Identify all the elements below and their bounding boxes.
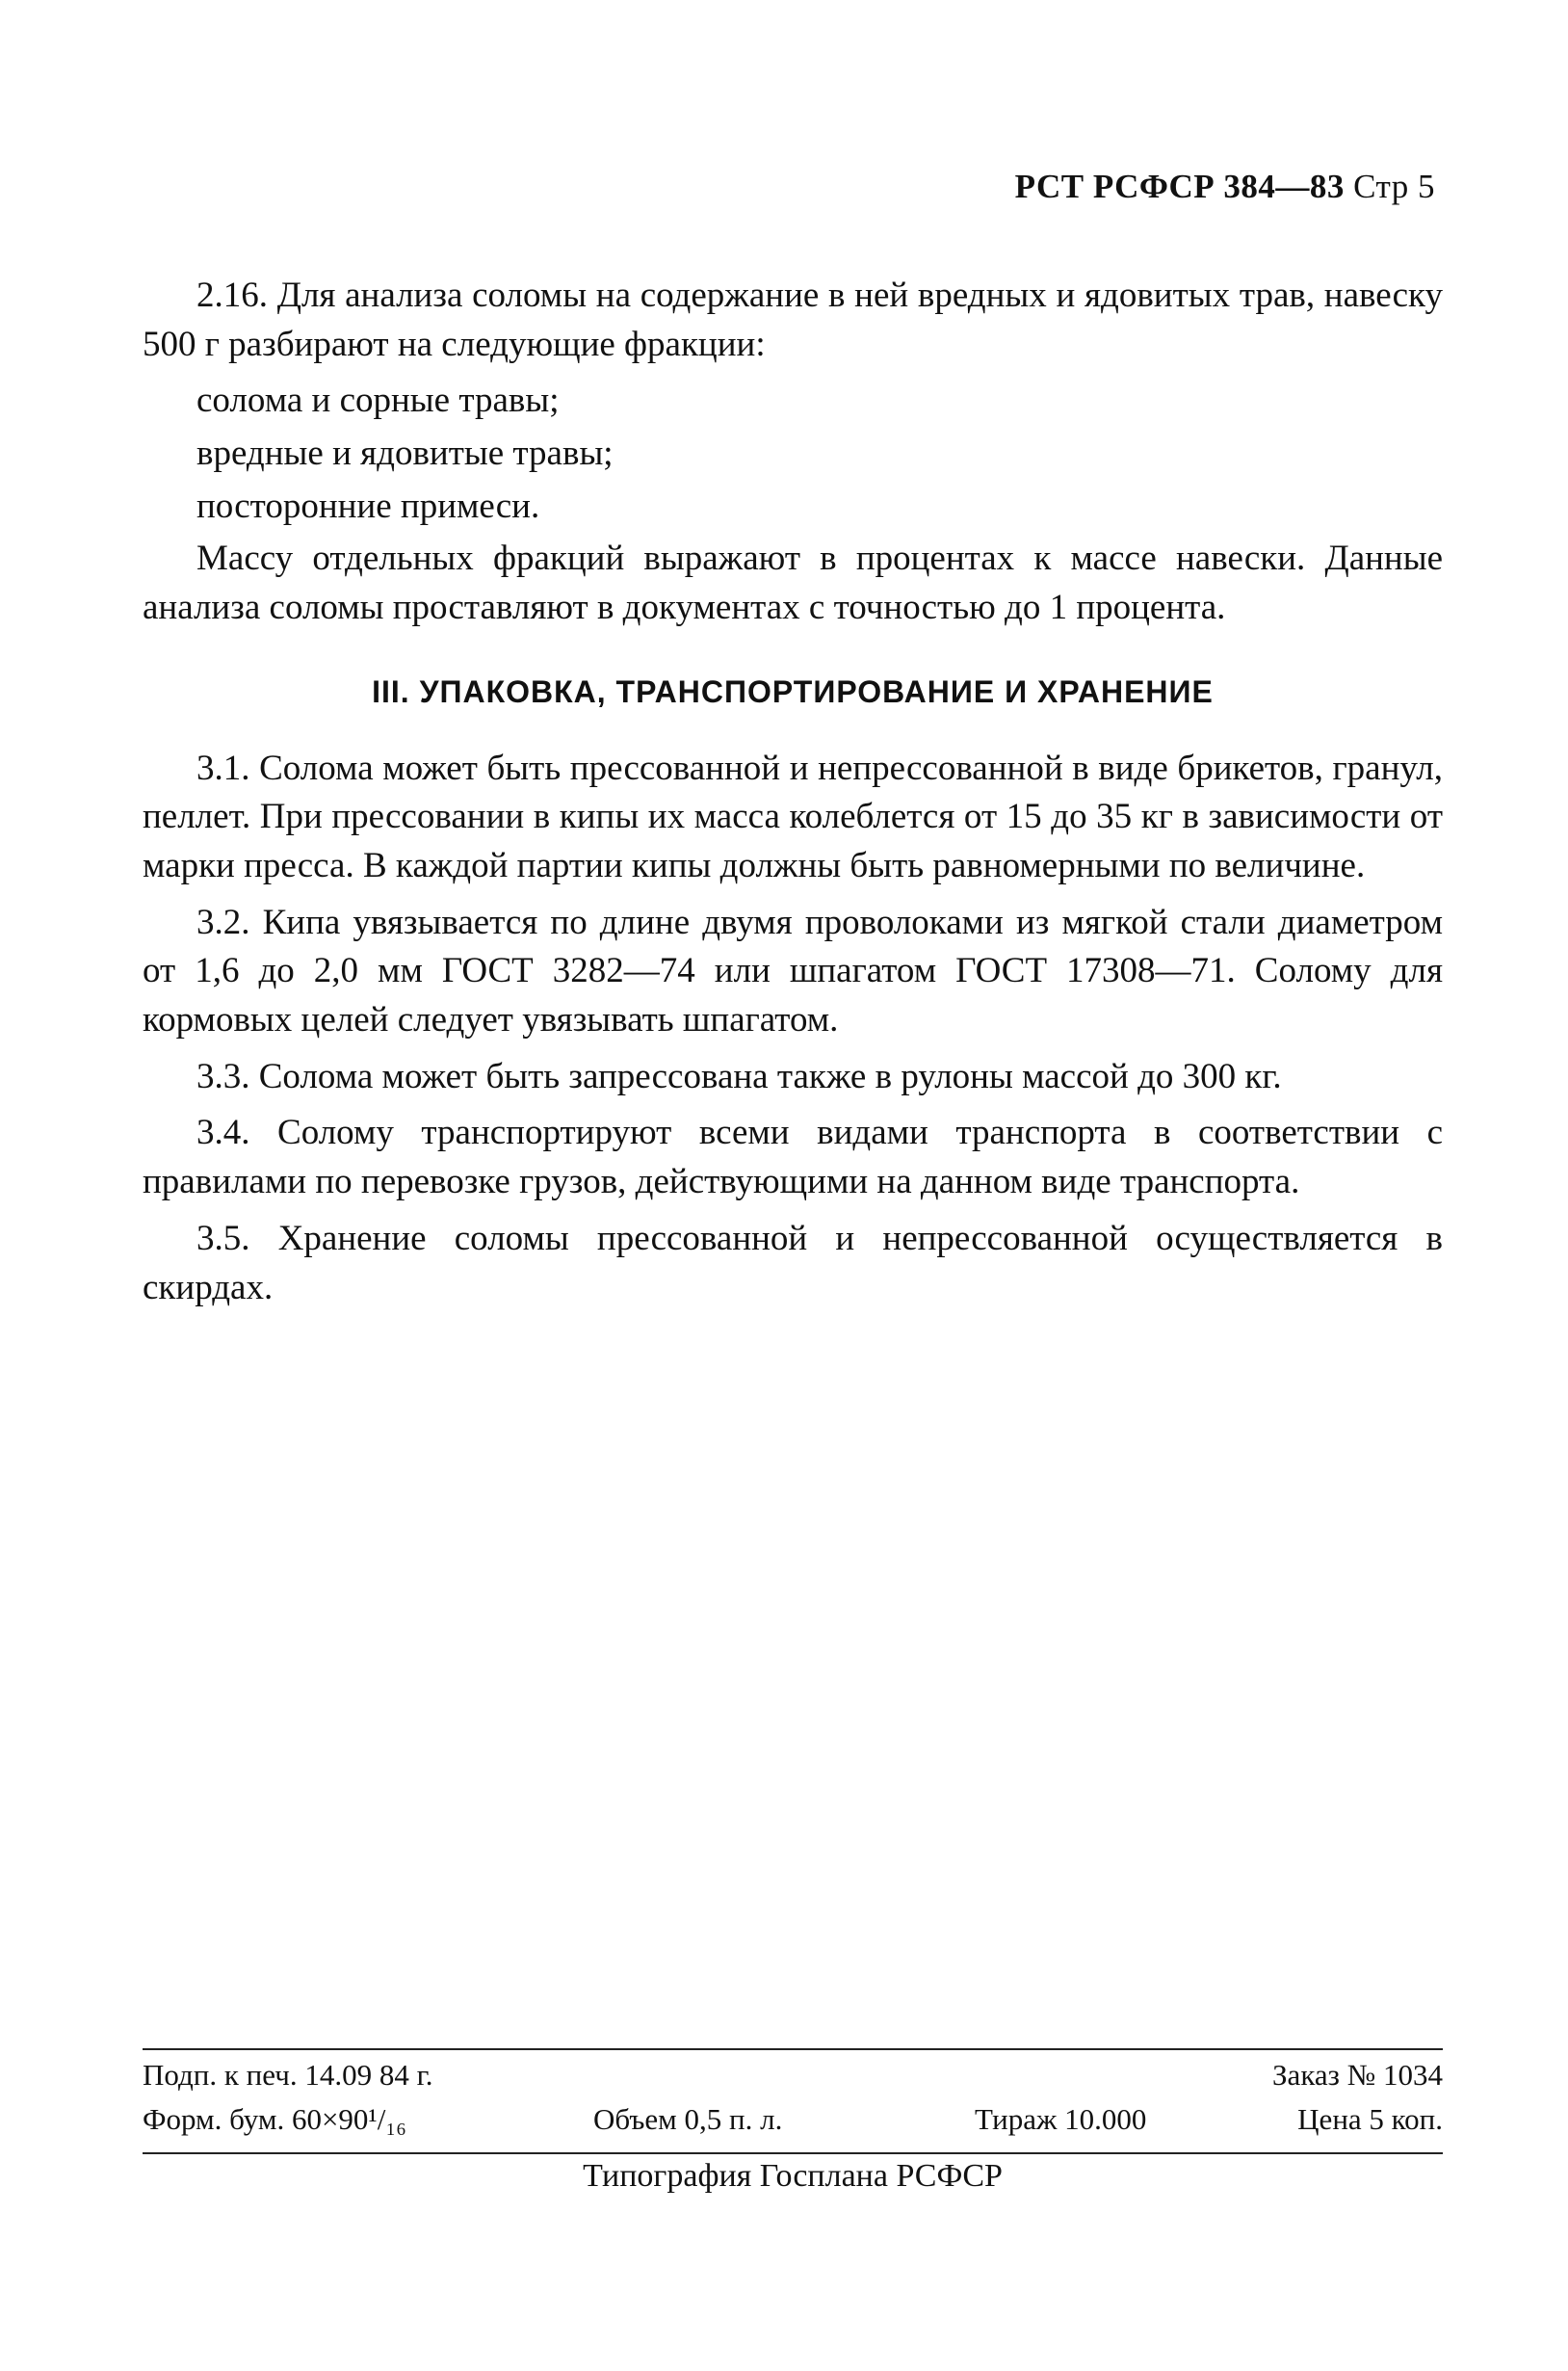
order-number: Заказ № 1034 [1272, 2058, 1443, 2092]
page-number: 5 [1418, 168, 1435, 205]
printer-name: Типография Госплана РСФСР [583, 2158, 1003, 2194]
page-header [1015, 168, 1435, 206]
clause-3-3: 3.3. Солома может быть запрессована также в рулоны массой до 300 кг. [196, 1056, 1282, 1096]
price: Цена 5 коп. [1297, 2102, 1443, 2136]
clause-3-4: 3.4. Солому транспортируют всеми видами транспорта в соответствии с правилами по перевозке грузов, действующими на данном виде транспорта. [143, 1113, 1443, 1202]
document-body [143, 272, 1443, 1320]
fraction-item: солома и сорные травы; [196, 381, 560, 421]
clause-3-2: 3.2. Кипа увязывается по длине двумя проволоками из мягкой стали диаметром от 1,6 до 2,0 мм ГОСТ 3282—74 или шпагатом ГОСТ 17308—71. Солому для кормовых целей следует увязывать шпагатом. [143, 902, 1443, 1041]
imprint-row-1 [143, 2050, 1443, 2094]
imprint-row-2 [143, 2094, 1443, 2139]
print-volume: Объем 0,5 п. л. [593, 2102, 783, 2136]
fraction-item: посторонние примеси. [196, 486, 540, 526]
print-run: Тираж 10.000 [975, 2102, 1147, 2136]
standard-designation: РСТ РСФСР 384—83 [1014, 168, 1345, 205]
paper-format: Форм. бум. 60×90¹/₁₆ [143, 2102, 406, 2136]
page-label: Стр [1353, 168, 1409, 205]
fraction-item: вредные и ядовитые травы; [196, 434, 614, 474]
clause-3-5: 3.5. Хранение соломы прессованной и непрессованной осуществляется в скирдах. [143, 1218, 1443, 1307]
imprint-block [143, 2048, 1443, 2195]
clause-2-16: 2.16. Для анализа соломы на содержание в ней вредных и ядовитых трав, навеску 500 г разбирают на следующие фракции: [143, 276, 1443, 364]
section-3-heading: III. УПАКОВКА, ТРАНСПОРТИРОВАНИЕ И ХРАНЕНИЕ [372, 673, 1214, 709]
clause-3-1: 3.1. Солома может быть прессованной и непрессованной в виде брикетов, гранул, пеллет. При прессовании в кипы их масса колеблется от 15 до 35 кг в зависимости от марки пресса. В каждой партии кипы должны быть равномерными по величине. [143, 748, 1443, 886]
signed-to-print: Подп. к печ. 14.09 84 г. [143, 2058, 433, 2092]
mass-note: Массу отдельных фракций выражают в процентах к массе навески. Данные анализа соломы проставляют в документах с точностью до 1 процента. [143, 539, 1443, 628]
